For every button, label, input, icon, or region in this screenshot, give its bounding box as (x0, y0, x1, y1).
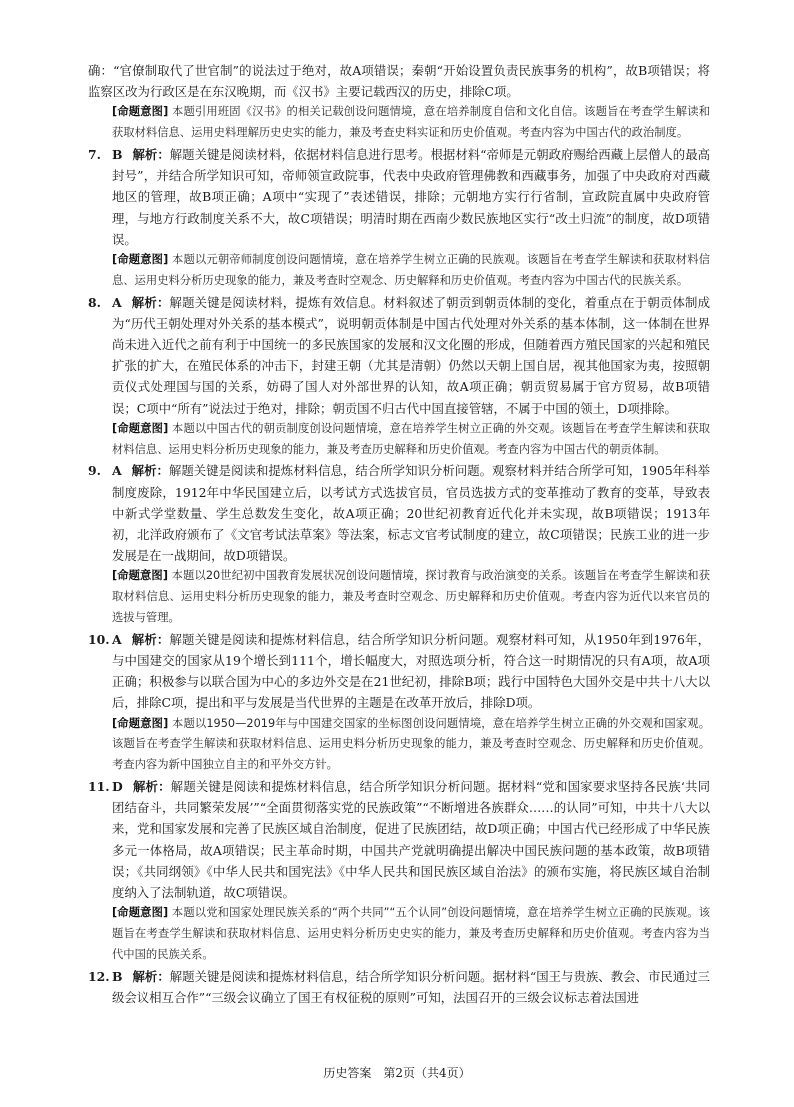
question-number: 7. (88, 147, 101, 162)
intent-tag: [命题意图] (112, 105, 169, 119)
intent-tag: [命题意图] (112, 421, 169, 435)
intent-text: 本题引用班固《汉书》的相关记载创设问题情境，意在培养制度自信和文化自信。该题旨在考查学生解读和获取材料信息、运用史料理解历史史实的能力，兼及考查史料实证和历史价值观。考查内容为中国古代的政治制度。 (112, 105, 710, 140)
explanation-text: 解题关键是阅读和提炼材料信息，结合所学知识分析问题。据材料“党和国家要求坚持各民族‘共同团结奋斗，共同繁荣发展’”“全面贯彻落实党的民族政策”“不断增进各族群众……的认同”可知，中共十八大以来，党和国家发展和完善了民族区域自治制度，促进了民族团结，故D项正确；中国古代已经形成了中华民族多元一体格局，故A项错误；民主革命时期，中国共产党就明确提出解决中国民族问题的基本政策，故B项错误；《共同纲领》《中华人民共和国宪法》《中华人民共和国民族区域自治法》的颁布实施，将民族区域自治制度纳入了法制轨道，故C项错误。 (112, 779, 711, 901)
intent-text: 本题以中国古代的朝贡制度创设问题情境，意在培养学生树立正确的外交观。该题旨在考查学生解读和获取材料信息、运用史料分析历史现象的能力，兼及考查历史解释和历史价值观。考查内容为中国古代的朝贡体制。 (112, 421, 710, 456)
analysis-label: 解析： (131, 463, 169, 479)
intent-tag: [命题意图] (112, 569, 168, 583)
question-number: 12. (88, 968, 110, 984)
answer-letter: A (112, 294, 122, 310)
question-number: 9. (88, 463, 101, 479)
explanation-text: 解题关键是阅读材料，提炼有效信息。材料叙述了朝贡到朝贡体制的变化，着重点在于朝贡体制成为“历代王朝处理对外关系的基本模式”，说明朝贡体制是中国古代处理对外关系的基本体制，这一体制在世界尚未进入近代之前有利于中国统一的多民族国家的发展和汉文化圈的形成，但随着西方殖民国家的兴起和殖民扩张的扩大，在殖民体系的冲击下，封建王朝（尤其是清朝）仍然以天朝上国自居，视其他国家为夷，按照朝贡仪式处理国与国的关系，妨碍了国人对外部世界的认知，故A项正确；朝贡贸易属于官方贸易，故B项错误；C项中“所有”说法过于绝对，排除；朝贡国不归古代中国直接管辖，不属于中国的领土，D项排除。 (112, 294, 711, 416)
explanation-text: 解题关键是阅读和提炼材料信息，结合所学知识分析问题。观察材料可知，从1950年到1976年，与中国建交的国家从19个增长到111个，增长幅度大，对照选项分析，符合这一时期情况的只有A项，故A项正确；积极参与以联合国为中心的多边外交是在21世纪初，排除B项；践行中国特色大国外交是中共十八大以后，排除C项，提出和平与发展是当代世界的主题是在改革开放后，排除D项。 (112, 631, 710, 711)
question-block (88, 966, 710, 1008)
analysis-label: 解析： (131, 294, 170, 310)
question-explanation (88, 460, 710, 566)
question-block (88, 144, 710, 292)
answer-letter: A (112, 631, 122, 647)
answer-letter: D (112, 779, 123, 795)
intent-text: 本题以党和国家处理民族关系的“两个共同”“五个认同”创设问题情境，意在培养学生树立正确的民族观。该题旨在考查学生解读和获取材料信息、运用史料分析历史史实的能力，兼及考查历史解释和历史价值观。考查内容为当代中国的民族关系。 (112, 906, 711, 961)
question-block (88, 629, 710, 776)
question-explanation (88, 776, 710, 903)
intent-tag: [命题意图] (112, 906, 169, 920)
intent-text: 本题以20世纪初中国教育发展状况创设问题情境，探讨教育与政治演变的关系。该题旨在考查学生解读和获取材料信息、运用史料分析历史现象的能力，兼及考查时空观念、历史解释和历史价值观。考查内容为近代以来官员的选拔与管理。 (112, 569, 710, 625)
analysis-label: 解析： (132, 147, 170, 162)
intent-block (88, 566, 710, 628)
intent-tag: [命题意图] (112, 253, 169, 267)
question-explanation (88, 144, 710, 250)
question-explanation (88, 292, 710, 419)
explanation-text: 解题关键是阅读和提炼材料信息，结合所学知识分析问题。据材料“国王与贵族、教会、市民通过三级会议相互合作”“三级会议确立了国王有权征税的原则”可知，法国召开的三级会议标志着法国进 (112, 968, 710, 1005)
analysis-label: 解析： (132, 968, 170, 984)
question-number: 11. (88, 779, 110, 795)
answer-letter: B (112, 968, 123, 984)
intent-block (88, 903, 710, 965)
analysis-label: 解析： (132, 779, 171, 795)
answer-letter: B (112, 147, 123, 162)
continuation-paragraph: 确：“官僚制取代了世官制”的说法过于绝对，故A项错误；秦朝“开始设置负责民族事务的机构”，故B项错误；将监察区改为行政区是在东汉晚期，而《汉书》主要记载西汉的历史，排除C项。 (88, 63, 710, 100)
question-explanation (88, 966, 710, 1008)
question-explanation (88, 629, 710, 714)
intent-block (88, 419, 710, 461)
question-number: 8. (88, 294, 101, 310)
intent-block (88, 714, 710, 776)
page-content (88, 60, 710, 1008)
question-block (88, 776, 710, 966)
analysis-label: 解析： (131, 631, 170, 647)
question-block (88, 292, 710, 461)
intent-text: 本题以1950—2019年与中国建交国家的坐标图创设问题情境，意在培养学生树立正确的外交观和国家观。该题旨在考查学生解读和获取材料信息、运用史料分析历史现象的能力，兼及考查时空观念、历史解释和历史价值观。考查内容为新中国独立自主的和平外交方针。 (112, 716, 710, 772)
intent-text: 本题以元朝帝师制度创设问题情境，意在培养学生树立正确的民族观。该题旨在考查学生解读和获取材料信息、运用史料分析历史现象的能力，兼及考查时空观念、历史解释和历史价值观。考查内容为中国古代的民族关系。 (112, 253, 710, 287)
explanation-text: 解题关键是阅读和提炼材料信息，结合所学知识分析问题。观察材料并结合所学可知，1905年科举制度废除，1912年中华民国建立后，以考试方式选拔官员，官员选拔方式的变革推动了教育的变革，导致表中新式学堂数量、学生总数发生变化，故A项正确；20世纪初教育近代化并未实现，故B项错误；1913年初，北洋政府颁布了《文官考试法草案》等法案，标志文官考试制度的建立，故C项错误；民族工业的进一步发展是在一战期间，故D项错误。 (112, 463, 710, 564)
intent-tag: [命题意图] (112, 716, 169, 730)
intent-block (88, 250, 710, 292)
answer-letter: A (112, 463, 122, 479)
question-block (88, 460, 710, 628)
page-footer: 历史答案 第2页（共4页） (323, 1066, 471, 1080)
question-number: 10. (88, 631, 110, 647)
explanation-text: 解题关键是阅读材料，依据材料信息进行思考。根据材料“帝师是元朝政府赐给西藏上层僧人的最高封号”，并结合所学知识可知，帝师领宣政院事，代表中央政府管理佛教和西藏事务，加强了中央政府对西藏地区的管理，故B项正确；A项中“实现了”表述错误，排除；元朝地方实行行省制，宣政院直属中央政府管理，与地方行政制度关系不大，故C项错误；明清时期在西南少数民族地区实行“改土归流”的制度，故D项错误。 (112, 147, 710, 247)
intent-block (88, 102, 710, 144)
